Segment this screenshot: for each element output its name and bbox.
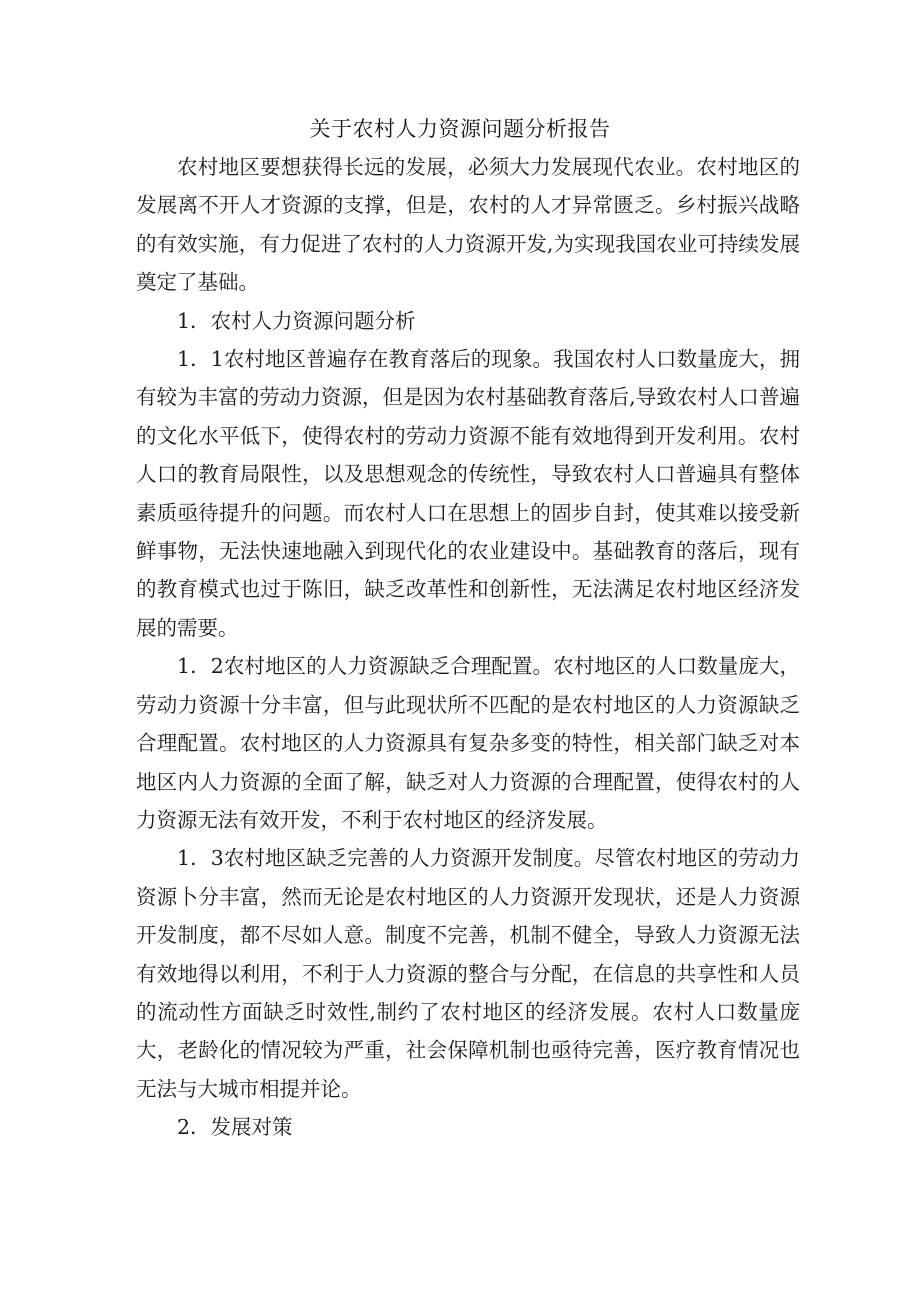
document-body <box>136 148 800 1147</box>
section-1-3-paragraph: 1．3农村地区缺乏完善的人力资源开发制度。尽管农村地区的劳动力资源卜分丰富，然而无论是农村地区的人力资源开发现状，还是人力资源开发制度，都不尽如人意。制度不完善，机制不健全，导致人力资源无法有效地得以利用，不利于人力资源的整合与分配，在信息的共享性和人员的流动性方面缺乏时效性,制约了农村地区的经济发展。农村人口数量庞大，老龄化的情况较为严重，社会保障机制也亟待完善，医疗教育情况也无法与大城市相提并论。 <box>136 846 800 1101</box>
section-2-heading: 2．发展对策 <box>177 1115 293 1140</box>
section-1-2-paragraph: 1．2农村地区的人力资源缺乏合理配置。农村地区的人口数量庞大，劳动力资源十分丰富，但与此现状所不匹配的是农村地区的人力资源缺乏合理配置。农村地区的人力资源具有复杂多变的特性，相关部门缺乏对本地区内人力资源的全面了解，缺乏对人力资源的合理配置，使得农村的人力资源无法有效开发，不利于农村地区的经济发展。 <box>136 654 800 832</box>
section-1-1-paragraph: 1．1农村地区普遍存在教育落后的现象。我国农村人口数量庞大，拥有较为丰富的劳动力资源，但是因为农村基础教育落后,导致农村人口普遍的文化水平低下，使得农村的劳动力资源不能有效地得到开发利用。农村人口的教育局限性，以及思想观念的传统性，导致农村人口普遍具有整体素质亟待提升的问题。而农村人口在思想上的固步自封，使其难以接受新鲜事物，无法快速地融入到现代化的农业建设中。基础教育的落后，现有的教育模式也过于陈旧，缺乏改革性和创新性，无法满足农村地区经济发展的需要。 <box>136 347 800 640</box>
section-1-heading: 1．农村人力资源问题分析 <box>177 308 416 333</box>
document-title: 关于农村人力资源问题分析报告 <box>309 117 611 141</box>
intro-paragraph: 农村地区要想获得长远的发展，必须大力发展现代农业。农村地区的发展离不开人才资源的支撑，但是，农村的人才异常匮乏。乡村振兴战略的有效实施，有力促进了农村的人力资源开发,为实现我国农业可持续发展奠定了基础。 <box>136 155 800 295</box>
